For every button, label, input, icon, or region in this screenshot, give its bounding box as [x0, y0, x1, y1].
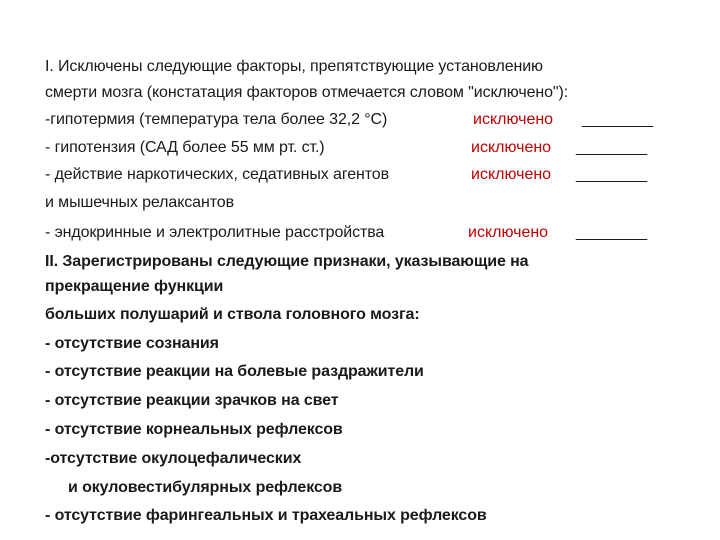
factor-sedative-blank: ________: [576, 166, 648, 183]
factor-endocrine-blank: ________: [576, 224, 648, 241]
factor-sedative-text-line2: и мышечных релаксантов: [45, 194, 234, 211]
sign-no-oculovestibular: и окуловестибулярных рефлексов: [68, 479, 343, 496]
factor-hypotension-text: - гипотензия (САД более 55 мм рт. ст.): [45, 139, 325, 156]
factor-hypotension-status: исключено: [471, 139, 552, 156]
sign-no-oculocephalic: -отсутствие окулоцефалических: [45, 450, 302, 467]
factor-endocrine-text: - эндокринные и электролитные расстройства: [45, 224, 385, 241]
sign-no-consciousness: - отсутствие сознания: [45, 335, 219, 352]
sign-no-pain-reaction: - отсутствие реакции на болевые раздражители: [45, 363, 424, 380]
section1-heading-line1: I. Исключены следующие факторы, препятствующие установлению: [45, 58, 543, 75]
factor-hypothermia-blank: ________: [582, 111, 654, 128]
section2-heading-line1: II. Зарегистрированы следующие признаки, указывающие на: [45, 253, 529, 270]
sign-no-corneal-reflexes: - отсутствие корнеальных рефлексов: [45, 421, 343, 438]
factor-sedative-text: - действие наркотических, седативных агентов: [45, 166, 389, 183]
section1-heading-line2: смерти мозга (констатация факторов отмечается словом "исключено"):: [45, 84, 569, 101]
sign-no-pupil-reaction: - отсутствие реакции зрачков на свет: [45, 392, 339, 409]
factor-sedative-status: исключено: [471, 166, 552, 183]
factor-endocrine-status: исключено: [468, 224, 549, 241]
section2-heading-line2: прекращение функции: [45, 278, 224, 295]
factor-hypothermia-text: -гипотермия (температура тела более 32,2 °С): [45, 111, 388, 128]
section2-heading-line3: больших полушарий и ствола головного мозга:: [45, 306, 420, 323]
factor-hypothermia-status: исключено: [473, 111, 554, 128]
sign-no-pharyngeal-tracheal: - отсутствие фарингеальных и трахеальных рефлексов: [45, 507, 487, 524]
factor-hypotension-blank: ________: [576, 139, 648, 156]
